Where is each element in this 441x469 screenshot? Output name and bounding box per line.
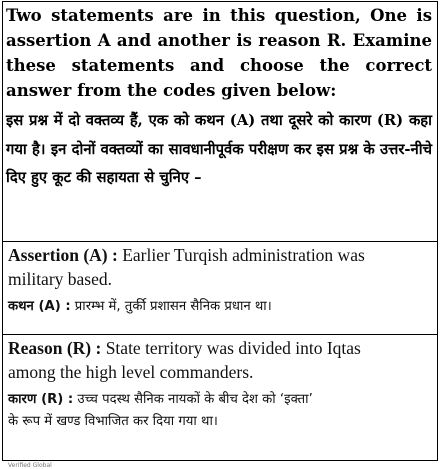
assertion-hindi-text: प्रारम्भ में, तुर्की प्रशासन सैनिक प्रधान था। — [74, 299, 272, 314]
english-instruction: Two statements are in this question, One is assertion A and another is reason R. Examine these statements and choose the correct answer from the codes given below: — [6, 6, 432, 100]
question-intro — [6, 3, 432, 193]
hindi-instruction: इस प्रश्न में दो वक्तव्य हैं, एक को कथन (A) तथा दूसरे को कारण (R) कहा गया है। इन दोनों वक्तव्यों का सावधानीपूर्वक परीक्षण कर इस प्रश्न के उत्तर-नीचे दिए हुए कूट की सहायता से चुनिए – — [6, 112, 432, 186]
assertion-text-line1: Earlier Turqish administration was — [122, 245, 365, 265]
assertion-text-line2: military based. — [8, 269, 113, 289]
assertion-section — [8, 243, 434, 318]
reason-hindi-text-line1: उच्च पदस्थ सैनिक नायकों के बीच देश को ‘इक्ता’ — [77, 392, 313, 407]
reason-english — [8, 336, 434, 360]
reason-hindi-label: कारण (R) : — [8, 392, 74, 407]
reason-text-line1: State territory was divided into Iqtas — [105, 338, 361, 358]
section-divider — [2, 241, 438, 242]
section-divider — [2, 334, 438, 335]
status-bar-text: Verified Global — [8, 462, 52, 469]
assertion-hindi-label: कथन (A) : — [8, 299, 71, 314]
assertion-label: Assertion (A) : — [8, 245, 118, 265]
reason-text-line2: among the high level commanders. — [8, 362, 254, 382]
assertion-english — [8, 243, 434, 267]
reason-label: Reason (R) : — [8, 338, 102, 358]
reason-hindi-text-line2: के रूप में खण्ड विभाजित कर दिया गया था। — [8, 414, 218, 429]
reason-hindi — [8, 389, 434, 411]
assertion-hindi — [8, 296, 434, 318]
reason-section — [8, 336, 434, 433]
